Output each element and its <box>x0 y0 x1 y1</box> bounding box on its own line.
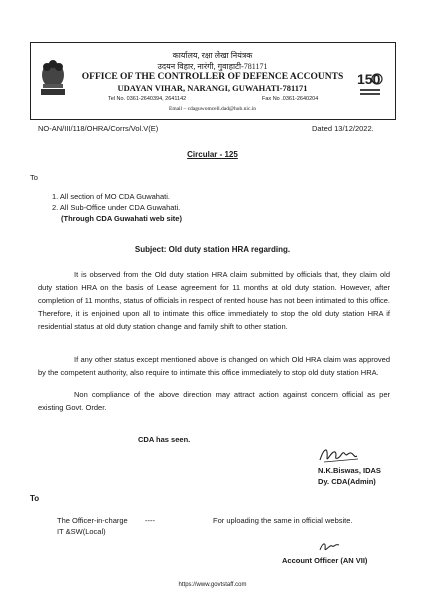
officer-in-charge-line: The Officer-in-charge <box>57 516 128 525</box>
signatory-name: N.K.Biswas, IDAS <box>318 466 381 475</box>
account-officer-designation: Account Officer (AN VII) <box>282 556 368 565</box>
letterhead-office-name: OFFICE OF THE CONTROLLER OF DEFENCE ACCOUNTS <box>81 72 344 82</box>
separator-dash: ---- <box>145 516 155 525</box>
letterhead-telephone: Tel No. 0361-2640394, 2641142 <box>108 96 187 102</box>
svg-text:150: 150 <box>357 71 381 87</box>
handwritten-initials <box>318 540 342 554</box>
letterhead-fax: Fax No .0361-2640204 <box>262 96 319 102</box>
body-paragraph: It is observed from the Old duty station HRA claim submitted by officials that, they claim old duty station HRA on the basis of Lease agreement for 11 months at old duty station. However, after completion of 11 months, status of officials in respect of rented house has not been intimated to this office. Therefore, it is enjoined upon all to intimate this office immediately to stop the old duty station HRA if residential status at old duty station change and family shift to other station. <box>38 270 390 331</box>
signatory-designation: Dy. CDA(Admin) <box>318 477 376 486</box>
letterhead-email: Email – cdaguwomcell.dad@hub.nic.in <box>168 106 257 112</box>
circular-title: Circular - 125 <box>187 150 238 159</box>
footer-url: https://www.govtstaff.com <box>178 582 247 588</box>
letter-date: Dated 13/12/2022. <box>312 124 374 133</box>
handwritten-signature <box>318 444 362 466</box>
officer-section-line: IT &SW(Local) <box>57 527 106 536</box>
reference-number: NO-AN/III/118/OHRA/Corrs/Vol.V(E) <box>38 124 159 133</box>
recipient-item: 1. All section of MO CDA Guwahati. <box>52 192 170 201</box>
to-label-2: To <box>30 494 40 503</box>
subject-line: Subject: Old duty station HRA regarding. <box>134 245 291 254</box>
body-paragraph: If any other status except mentioned above is changed on which Old HRA claim was approved by the competent authority, also require to intimate this office immediately to stop old duty station HRA. <box>38 355 390 377</box>
recipient-note: (Through CDA Guwahati web site) <box>61 214 182 223</box>
body-paragraph: Non compliance of the above direction may attract action against concern official as per existing Govt. Order. <box>38 390 390 412</box>
upload-instruction: For uploading the same in official website. <box>213 516 353 525</box>
letterhead-hindi-line-2: उदयन विहार, नारंगी, गुवाहाटी-781171 <box>157 62 268 71</box>
cda-seen-note: CDA has seen. <box>138 435 191 444</box>
letterhead-hindi-line-1: कार्यालय, रक्षा लेखा नियंत्रक <box>172 51 253 60</box>
letterhead-address: UDAYAN VIHAR, NARANGI, GUWAHATI-781171 <box>117 83 308 93</box>
to-label: To <box>30 173 38 182</box>
recipient-item: 2. All Sub-Office under CDA Guwahati. <box>52 203 181 212</box>
